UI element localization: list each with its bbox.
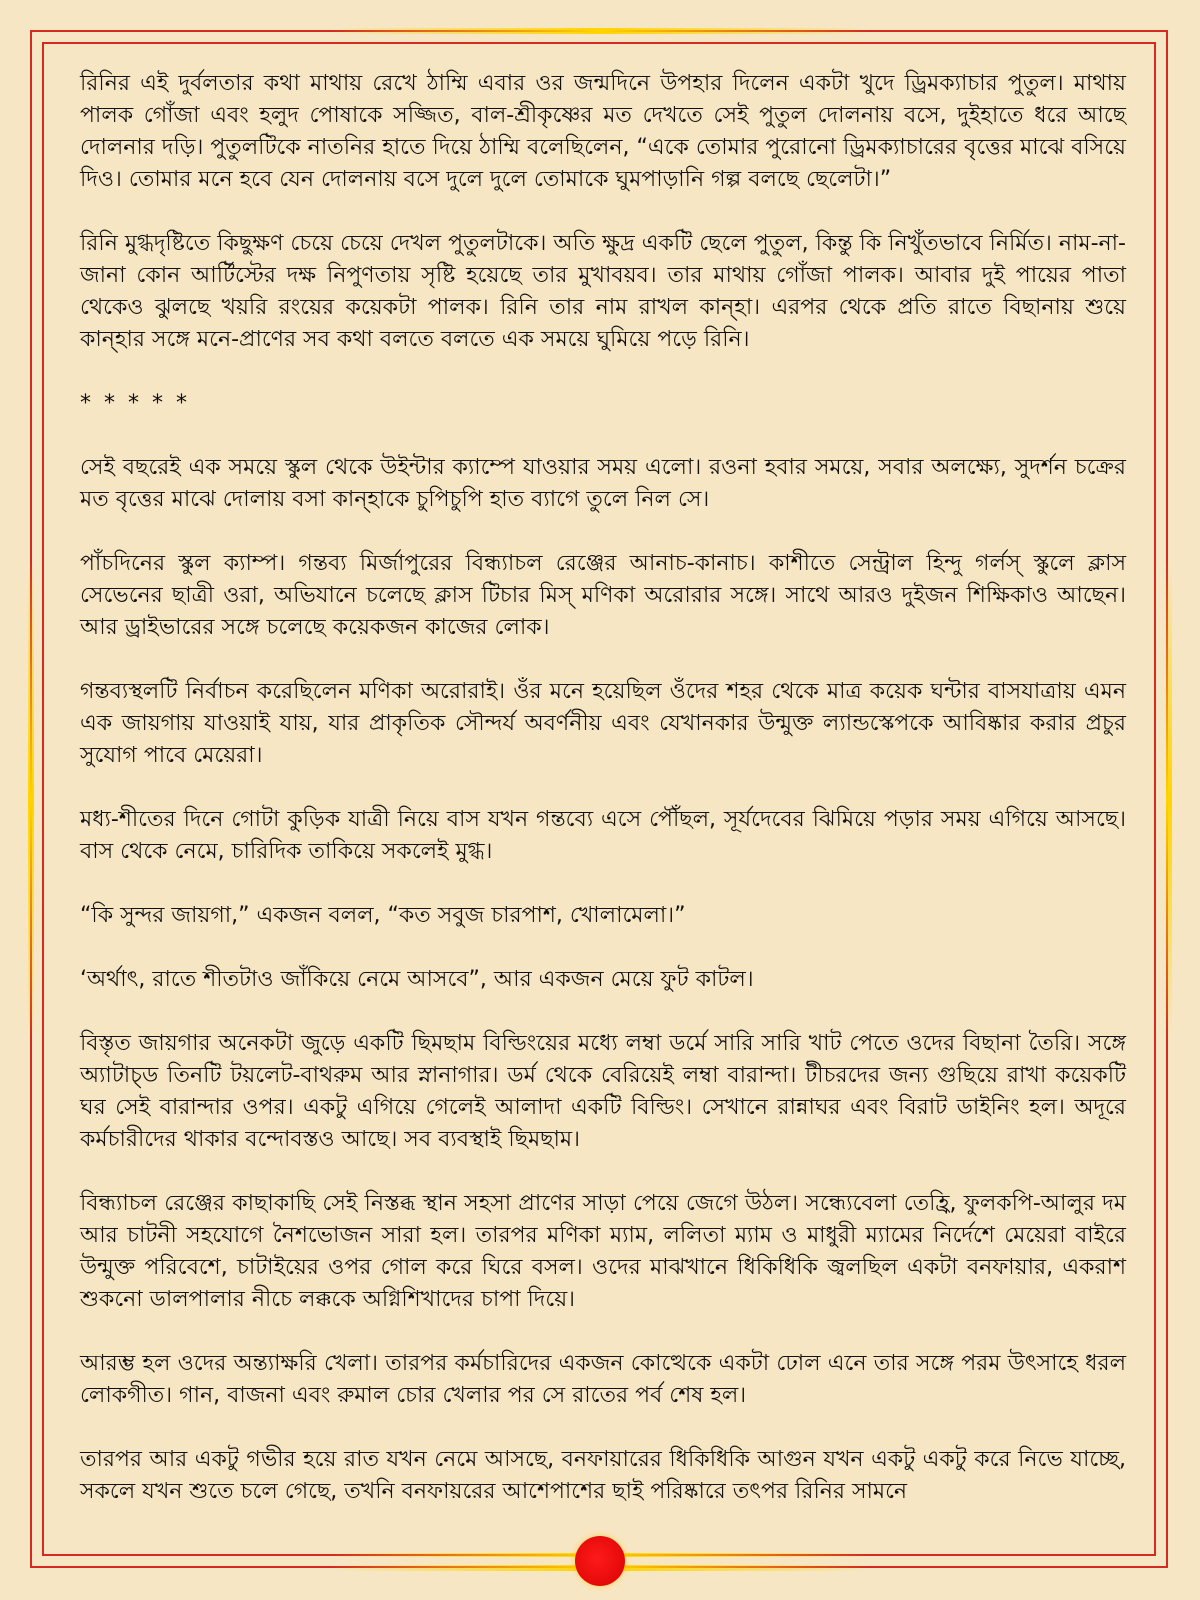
- story-text: [80, 68, 1126, 1508]
- paragraph-5: গন্তব্যস্থলটি নির্বাচন করেছিলেন মণিকা অরোরাই। ওঁর মনে হয়েছিল ওঁদের শহর থেকে মাত্র কয়েক ঘন্টার বাসযাত্রায় এমন এক জায়গায় যাওয়াই যায়, যার প্রাকৃতিক সৌন্দর্য অবর্ণনীয় এবং যেখানকার উন্মুক্ত ল্যান্ডস্কেপকে আবিষ্কার করার প্রচুর সুযোগ পাবে মেয়েরা।: [80, 679, 1126, 768]
- paragraph-8: ‘অর্থাৎ, রাতে শীতটাও জাঁকিয়ে নেমে আসবে”, আর একজন মেয়ে ফুট কাটল।: [80, 967, 754, 992]
- section-break-stars: * * * * *: [80, 391, 190, 416]
- left-glow-ornament: [28, 560, 34, 1040]
- paragraph-9: বিস্তৃত জায়গার অনেকটা জুড়ে একটি ছিমছাম বিল্ডিংয়ের মধ্যে লম্বা ডর্মে সারি সারি খাট পেতে ওদের বিছানা তৈরি। সঙ্গে অ্যাটাচ্‌ড তিনটি টয়লেট-বাথরুম আর স্নানাগার। ডর্ম থেকে বেরিয়েই লম্বা বারান্দা। টীচরদের জন্য গুছিয়ে রাখা কয়েকটি ঘর সেই বারান্দার ওপর। একটু এগিয়ে গেলেই আলাদা একটি বিল্ডিং। সেখানে রান্নাঘর এবং বিরাট ডাইনিং হল। অদূরে কর্মচারীদের থাকার বন্দোবস্তও আছে। সব ব্যবস্থাই ছিমছাম।: [80, 1031, 1126, 1152]
- top-glow-ornament: [330, 28, 870, 34]
- paragraph-2: রিনি মুগ্ধদৃষ্টিতে কিছুক্ষণ চেয়ে চেয়ে দেখল পুতুলটাকে। অতি ক্ষুদ্র একটি ছেলে পুতুল, কিন্তু কি নিখুঁতভাবে নির্মিত। নাম-না-জানা কোন আর্টিস্টের দক্ষ নিপুণতায় সৃষ্টি হয়েছে তার মুখাবয়ব। তার মাথায় গোঁজা পালক। আবার দুই পায়ের পাতা থেকেও ঝুলছে খয়রি রংয়ের কয়েকটা পালক। রিনি তার নাম রাখল কান্‌হা। এরপর থেকে প্রতি রাতে বিছানায় শুয়ে কান্‌হার সঙ্গে মনে-প্রাণের সব কথা বলতে বলতে এক সময়ে ঘুমিয়ে পড়ে রিনি।: [80, 231, 1126, 352]
- paragraph-6: মধ্য-শীতের দিনে গোটা কুড়িক যাত্রী নিয়ে বাস যখন গন্তব্যে এসে পৌঁছল, সূর্যদেবের ঝিমিয়ে পড়ার সময় এগিয়ে আসছে। বাস থেকে নেমে, চারিদিক তাকিয়ে সকলেই মুগ্ধ।: [80, 807, 1126, 864]
- paragraph-1: রিনির এই দুর্বলতার কথা মাথায় রেখে ঠাম্মি এবার ওর জন্মদিনে উপহার দিলেন একটা খুদে ড্রিমক্যাচার পুতুল। মাথায় পালক গোঁজা এবং হলুদ পোষাকে সজ্জিত, বাল-শ্রীকৃষ্ণের মত দেখতে সেই পুতুল দোলনায় বসে, দুইহাতে ধরে আছে দোলনার দড়ি। পুতুলটিকে নাতনির হাতে দিয়ে ঠাম্মি বলেছিলেন, “একে তোমার পুরোনো ড্রিমক্যাচারের বৃত্তের মাঝে বসিয়ে দিও। তোমার মনে হবে যেন দোলনায় বসে দুলে দুলে তোমাকে ঘুমপাড়ানি গল্প বলছে ছেলেটা।”: [80, 71, 1126, 192]
- paragraph-10: বিন্ধ্যাচল রেঞ্জের কাছাকাছি সেই নিস্তব্ধ স্থান সহসা প্রাণের সাড়া পেয়ে জেগে উঠল। সন্ধ্যেবেলা তেহ্রি, ফুলকপি-আলুর দম আর চাটনী সহযোগে নৈশভোজন সারা হল। তারপর মণিকা ম্যাম, ললিতা ম্যাম ও মাধুরী ম্যামের নির্দেশে মেয়েরা বাইরে উন্মুক্ত পরিবেশে, চাটাইয়ের ওপর গোল করে ঘিরে বসল। ওদের মাঝখানে ধিকিধিকি জ্বলছিল একটা বনফায়ার, একরাশ শুকনো ডালপালার নীচে লক্ককে অগ্নিশিখাদের চাপা দিয়ে।: [80, 1191, 1126, 1312]
- paragraph-11: আরম্ভ হল ওদের অন্ত্যাক্ষরি খেলা। তারপর কর্মচারিদের একজন কোত্থেকে একটা ঢোল এনে তার সঙ্গে পরম উৎসাহে ধরল লোকগীত। গান, বাজনা এবং রুমাল চোর খেলার পর সে রাতের পর্ব শেষ হল।: [80, 1351, 1126, 1408]
- red-sun-ornament: [575, 1536, 625, 1586]
- paragraph-12: তারপর আর একটু গভীর হয়ে রাত যখন নেমে আসছে, বনফায়ারের ধিকিধিকি আগুন যখন একটু একটু করে নিভে যাচ্ছে, সকলে যখন শুতে চলে গেছে, তখনি বনফায়রের আশেপাশের ছাই পরিষ্কারে তৎপর রিনির সামনে: [80, 1447, 1126, 1504]
- paragraph-4: পাঁচদিনের স্কুল ক্যাম্প। গন্তব্য মির্জাপুরের বিন্ধ্যাচল রেঞ্জের আনাচ-কানাচ। কাশীতে সেন্ট্রাল হিন্দু গর্লস্ স্কুলে ক্লাস সেভেনের ছাত্রী ওরা, অভিযানে চলেছে ক্লাস টিচার মিস্ মণিকা অরোরার সঙ্গে। সাথে আরও দুইজন শিক্ষিকাও আছেন। আর ড্রাইভারের সঙ্গে চলেছে কয়েকজন কাজের লোক।: [80, 551, 1126, 640]
- right-glow-ornament: [1166, 560, 1172, 1040]
- paragraph-7: “কি সুন্দর জায়গা,” একজন বলল, “কত সবুজ চারপাশ, খোলামেলা।”: [80, 903, 686, 928]
- paragraph-3: সেই বছরেই এক সময়ে স্কুল থেকে উইন্টার ক্যাম্পে যাওয়ার সময় এলো। রওনা হবার সময়ে, সবার অলক্ষ্যে, সুদর্শন চক্রের মত বৃত্তের মাঝে দোলায় বসা কান্‌হাকে চুপিচুপি হাত ব্যাগে তুলে নিল সে।: [80, 455, 1126, 512]
